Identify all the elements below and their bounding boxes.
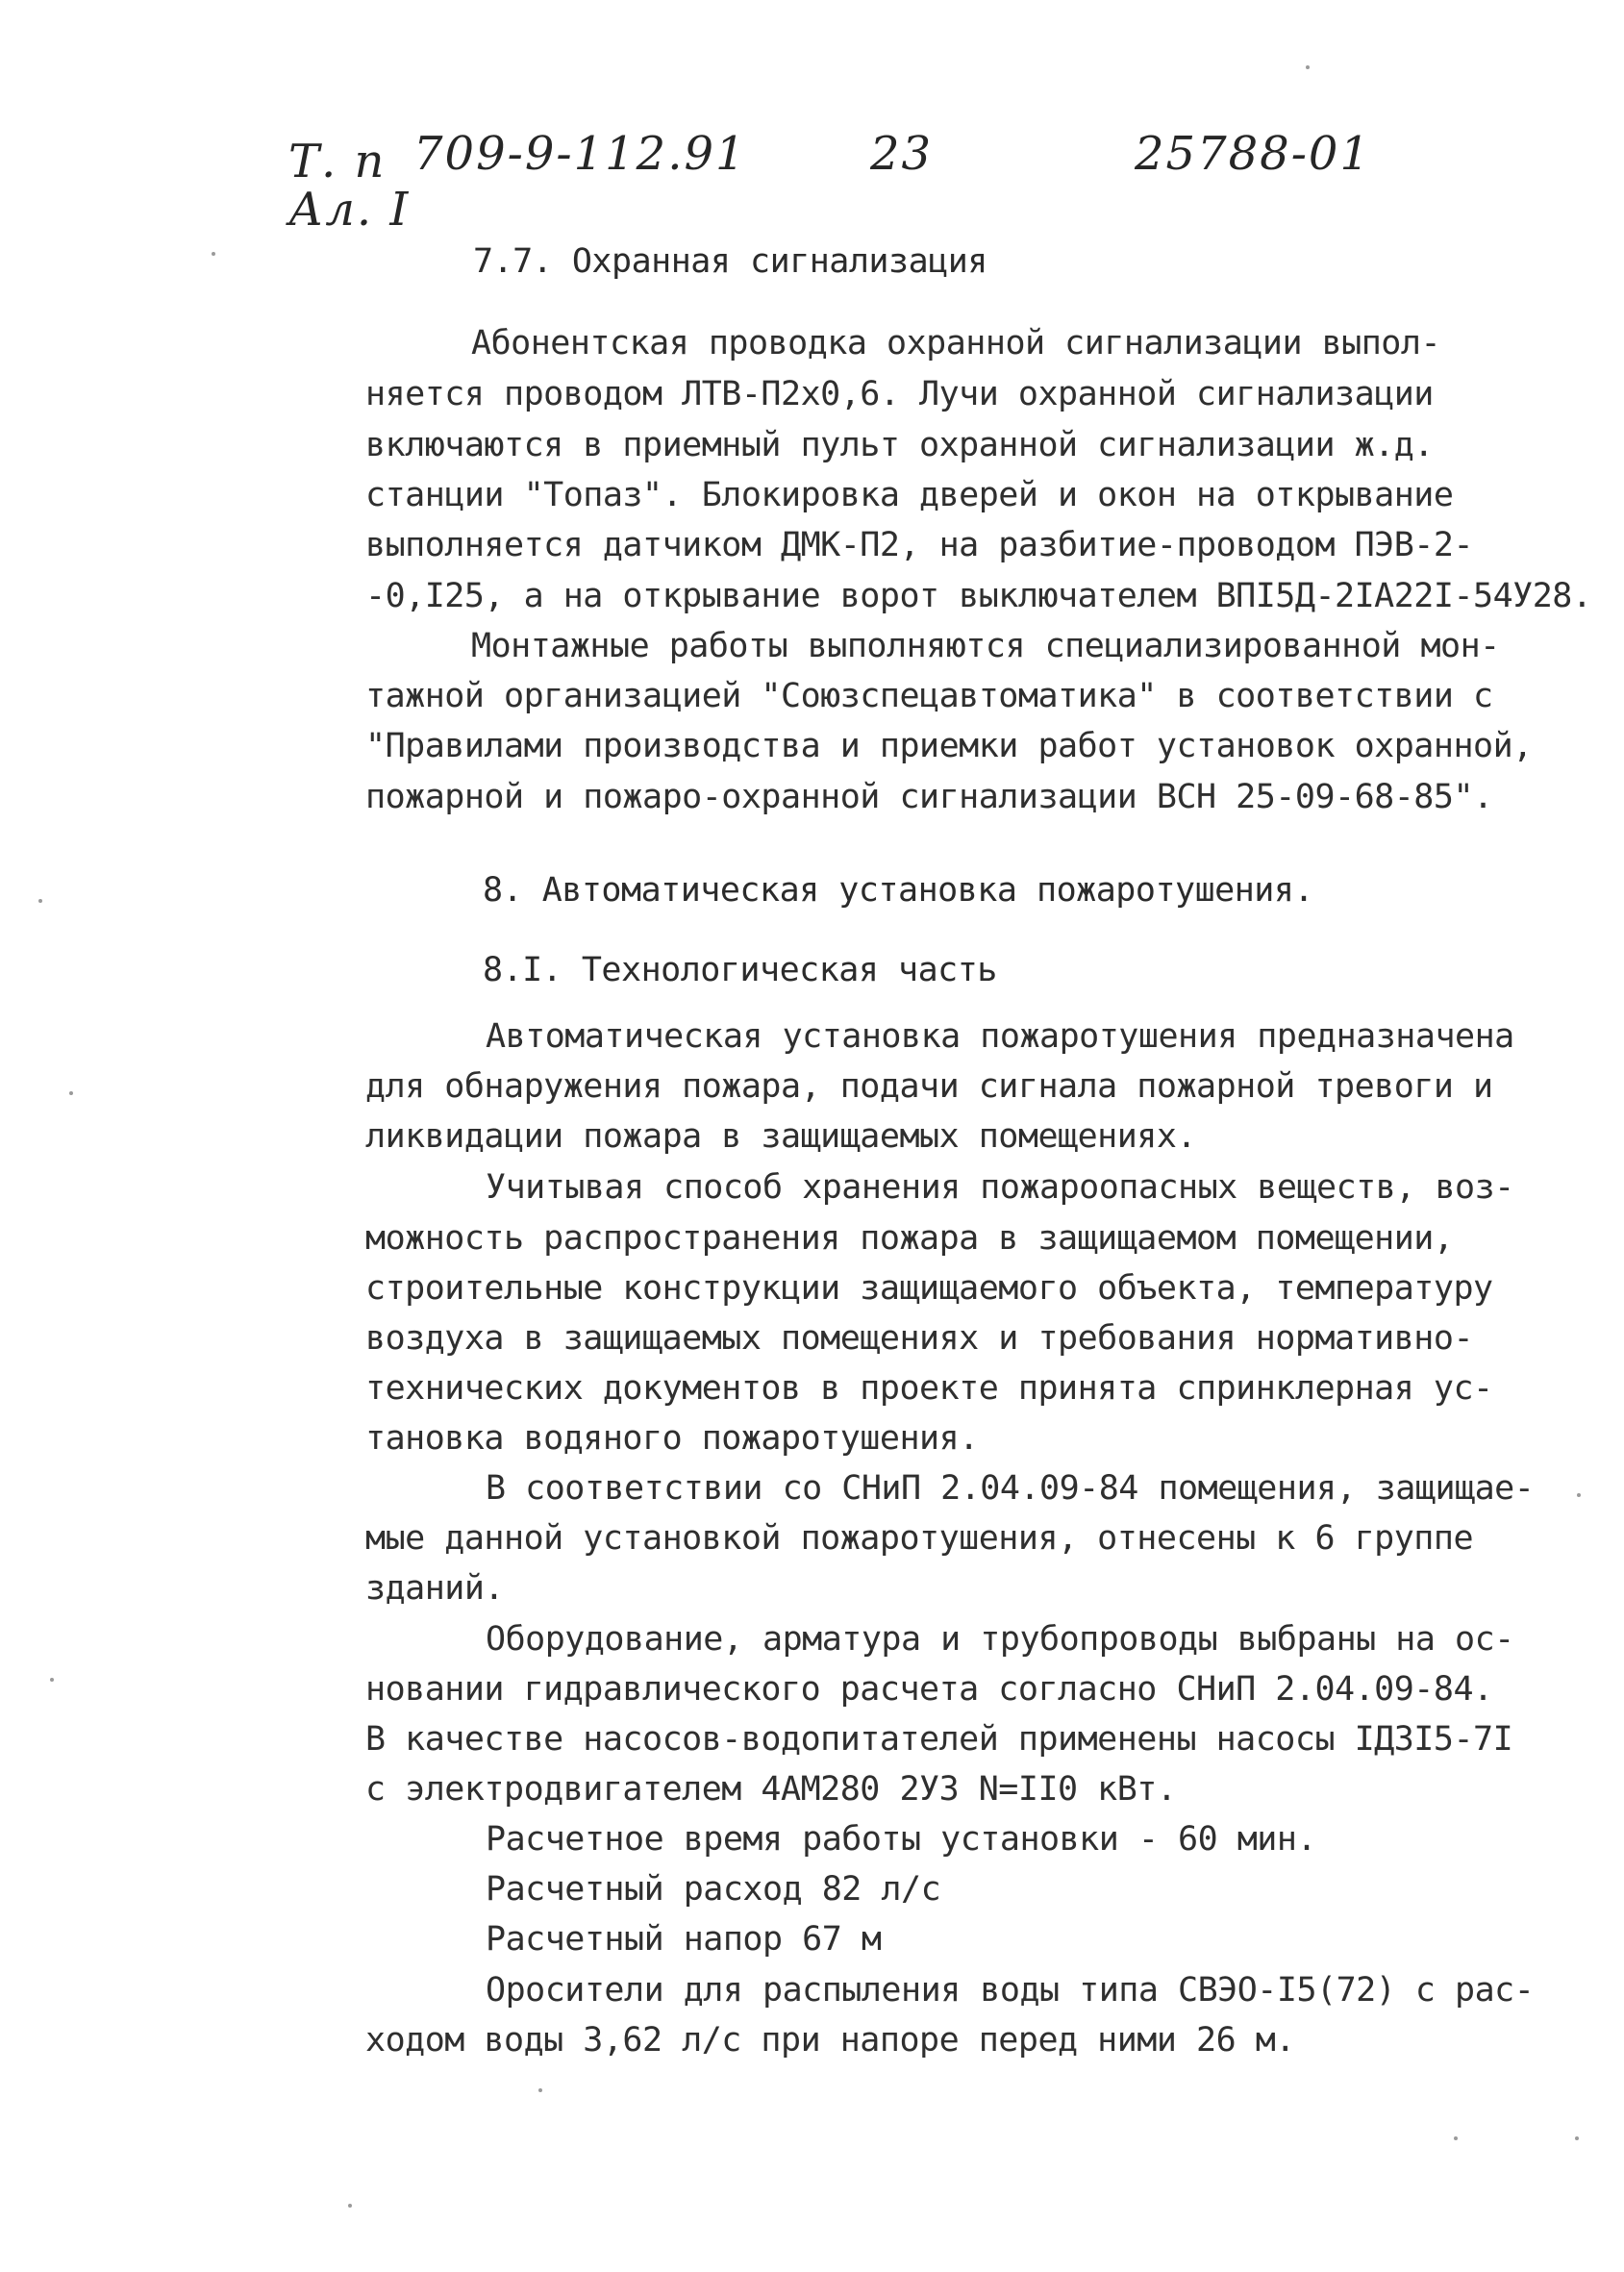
scan-speck xyxy=(1306,65,1310,69)
text-line: новании гидравлического расчета согласно СНиП 2.04.09-84. xyxy=(365,1670,1493,1709)
inventory-number: 25788-01 xyxy=(1135,127,1371,181)
text-line: "Правилами производства и приемки работ установок охранной, xyxy=(365,727,1533,765)
scan-speck xyxy=(69,1091,73,1095)
album-label: Ал. I xyxy=(288,183,411,237)
text-line: Расчетный расход 82 л/с xyxy=(486,1870,941,1909)
text-line: Учитывая способ хранения пожароопасных веществ, воз- xyxy=(486,1168,1514,1207)
text-line: для обнаружения пожара, подачи сигнала пожарной тревоги и xyxy=(365,1067,1493,1106)
text-line: Расчетное время работы установки - 60 мин. xyxy=(486,1820,1317,1859)
text-line: Автоматическая установка пожаротушения предназначена xyxy=(486,1017,1514,1056)
text-line: технических документов в проекте принята спринклерная ус- xyxy=(365,1369,1493,1408)
text-line: Монтажные работы выполняются специализированной мон- xyxy=(471,627,1500,665)
scan-speck xyxy=(50,1678,54,1682)
text-line: В соответствии со СНиП 2.04.09-84 помещения, защищае- xyxy=(486,1469,1535,1508)
text-line: можность распространения пожара в защищаемом помещении, xyxy=(365,1219,1454,1258)
scan-speck xyxy=(348,2204,352,2208)
text-line: -0,I25, а на открывание ворот выключателем ВПI5Д-2IA22I-54У28. xyxy=(365,577,1592,615)
text-line: Оросители для распыления воды типа СВЭО-I5(72) с рас- xyxy=(486,1971,1535,2010)
page-number: 23 xyxy=(870,127,934,181)
scan-speck xyxy=(38,899,42,903)
scan-speck xyxy=(1575,2136,1579,2140)
text-line: включаются в приемный пульт охранной сигнализации ж.д. xyxy=(365,426,1434,464)
text-line: Абонентская проводка охранной сигнализации выпол- xyxy=(471,324,1441,362)
section-heading: 7.7. Охранная сигнализация xyxy=(473,242,987,281)
project-code: 709-9-112.91 xyxy=(413,127,747,181)
text-line: мые данной установкой пожаротушения, отнесены к 6 группе xyxy=(365,1519,1474,1558)
tp-label: Т. п xyxy=(288,135,387,188)
scan-speck xyxy=(1577,1493,1581,1497)
text-line: воздуха в защищаемых помещениях и требования нормативно- xyxy=(365,1319,1474,1358)
text-line: ходом воды 3,62 л/с при напоре перед ними 26 м. xyxy=(365,2021,1295,2060)
text-line: станции "Топаз". Блокировка дверей и окон на открывание xyxy=(365,476,1454,514)
section-heading: 8. Автоматическая установка пожаротушения. xyxy=(483,871,1314,910)
text-line: Оборудование, арматура и трубопроводы выбраны на ос- xyxy=(486,1620,1514,1659)
text-line: пожарной и пожаро-охранной сигнализации ВСН 25-09-68-85". xyxy=(365,778,1493,816)
text-line: В качестве насосов-водопитателей применены насосы IД3I5-7I xyxy=(365,1720,1513,1759)
scan-speck xyxy=(1454,2136,1458,2140)
text-line: няется проводом ЛТВ-П2х0,6. Лучи охранной сигнализации xyxy=(365,375,1434,413)
text-line: ликвидации пожара в защищаемых помещениях. xyxy=(365,1117,1197,1156)
text-line: зданий. xyxy=(365,1569,505,1608)
text-line: строительные конструкции защищаемого объекта, температуру xyxy=(365,1269,1493,1308)
section-heading: 8.I. Технологическая часть xyxy=(483,951,997,989)
text-line: тажной организацией "Союзспецавтоматика" в соответствии с xyxy=(365,677,1493,715)
text-line: Расчетный напор 67 м xyxy=(486,1920,882,1959)
scan-speck xyxy=(212,252,215,256)
text-line: с электродвигателем 4АМ280 2У3 N=II0 кВт. xyxy=(365,1770,1177,1809)
text-line: тановка водяного пожаротушения. xyxy=(365,1419,979,1458)
text-line: выполняется датчиком ДМК-П2, на разбитие-проводом ПЭВ-2- xyxy=(365,526,1474,564)
scan-speck xyxy=(538,2088,542,2092)
